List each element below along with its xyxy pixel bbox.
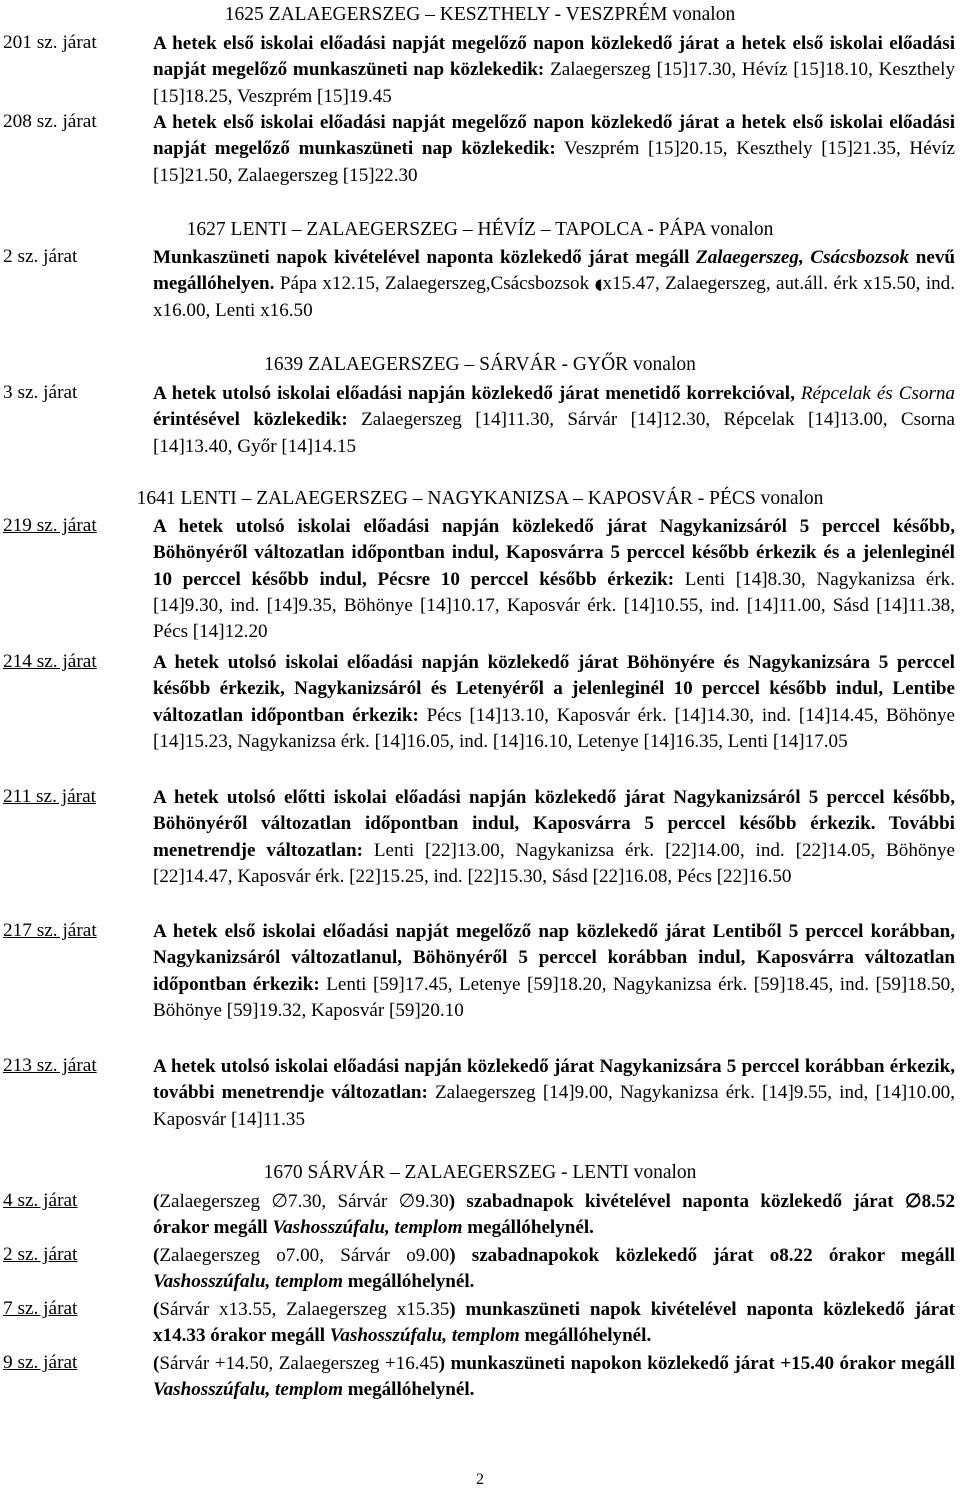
route-label-217: 217 sz. járat bbox=[3, 920, 97, 941]
route-text-219: A hetek utolsó iskolai előadási napján közlekedő járat Nagykanizsáról 5 perccel később, Böhönyéről változatlan időpontban indul, Kaposvárra 5 perccel később érkezik és a jelenleginél 10 perccel később indul, Pécsre 10 perccel később érkezik: Lenti [14]8.30, Nagykanizsa érk. [14]9.30, ind. [14]9.35, Böhönye [14]10.17, Kaposvár érk. [14]10.55, ind. [14]11.00, Sásd [14]11.38, Pécs [14]12.20 bbox=[153, 516, 955, 643]
route-text-201: A hetek első iskolai előadási napját megelőző napon közlekedő járat a hetek első iskolai előadási napját megelőző munkaszüneti nap közlekedik: Zalaegerszeg [15]17.30, Hévíz [15]18.10, Keszthely [15]18.25, Veszprém [15]19.45 bbox=[153, 33, 955, 107]
route-text-4: (Zalaegerszeg ∅7.30, Sárvár ∅9.30) szabadnapok kivételével naponta közlekedő járat ∅8.52 órakor megáll Vashosszúfalu, templom megállóhelynél. bbox=[153, 1191, 955, 1239]
section-heading-1641: 1641 LENTI – ZALAEGERSZEG – NAGYKANIZSA – KAPOSVÁR - PÉCS vonalon bbox=[136, 488, 824, 509]
page-number: 2 bbox=[476, 1471, 484, 1488]
route-text-7: (Sárvár x13.55, Zalaegerszeg x15.35) munkaszüneti napok kivételével naponta közlekedő járat x14.33 órakor megáll Vashosszúfalu, templom megállóhelynél. bbox=[153, 1299, 955, 1347]
section-heading-1639: 1639 ZALAEGERSZEG – SÁRVÁR - GYŐR vonalon bbox=[264, 354, 696, 375]
route-label-7: 7 sz. járat bbox=[3, 1298, 78, 1319]
route-text-213: A hetek utolsó iskolai előadási napján közlekedő járat Nagykanizsára 5 perccel korábban érkezik, további menetrendje változatlan: Zalaegerszeg [14]9.00, Nagykanizsa érk. [14]9.55, ind, [14]10.00, Kaposvár [14]11.35 bbox=[153, 1056, 955, 1130]
route-label-219: 219 sz. járat bbox=[3, 515, 97, 536]
route-text-214: A hetek utolsó iskolai előadási napján közlekedő járat Böhönyére és Nagykanizsára 5 perccel később érkezik, Nagykanizsáról és Letenyéről a jelenleginél 10 perccel később indul, Lentibe változatlan időpontban érkezik: Pécs [14]13.10, Kaposvár érk. [14]14.30, ind. [14]14.45, Böhönye [14]15.23, Nagykanizsa érk. [14]16.05, ind. [14]16.10, Letenye [14]16.35, Lenti [14]17.05 bbox=[153, 652, 955, 752]
route-text-3: A hetek utolsó iskolai előadási napján közlekedő járat menetidő korrekcióval, Répcelak és Csorna érintésével közlekedik: Zalaegerszeg [14]11.30, Sárvár [14]12.30, Répcelak [14]13.00, Csorna [14]13.40, Győr [14]14.15 bbox=[153, 383, 955, 457]
route-label-2-1670: 2 sz. járat bbox=[3, 1244, 78, 1265]
route-text-2-1670: (Zalaegerszeg o7.00, Sárvár o9.00) szabadnapokok közlekedő járat o8.22 órakor megáll Vashosszúfalu, templom megállóhelynél. bbox=[153, 1245, 956, 1293]
route-label-4: 4 sz. járat bbox=[3, 1190, 78, 1211]
route-label-213: 213 sz. járat bbox=[3, 1055, 97, 1076]
section-heading-1627: 1627 LENTI – ZALAEGERSZEG – HÉVÍZ – TAPOLCA - PÁPA vonalon bbox=[186, 219, 774, 240]
route-text-2-1627: Munkaszüneti napok kivételével naponta közlekedő járat megáll Zalaegerszeg, Csácsbozsok nevű megállóhelyen. Pápa x12.15, Zalaegerszeg,Csácsbozsok ◖x15.47, Zalaegerszeg, aut.áll. érk x15.50, ind. x16.00, Lenti x16.50 bbox=[153, 247, 955, 321]
section-heading-1625: 1625 ZALAEGERSZEG – KESZTHELY - VESZPRÉM vonalon bbox=[224, 4, 736, 25]
route-label-9: 9 sz. járat bbox=[3, 1352, 78, 1373]
half-circle-symbol: ◖ bbox=[594, 275, 603, 294]
route-label-2-1627: 2 sz. járat bbox=[3, 246, 78, 267]
route-text-211: A hetek utolsó előtti iskolai előadási napján közlekedő járat Nagykanizsáról 5 perccel később, Böhönyéről változatlan időpontban indul, Kaposvárra 5 perccel később érkezik. További menetrendje változatlan: Lenti [22]13.00, Nagykanizsa érk. [22]14.00, ind. [22]14.05, Böhönye [22]14.47, Kaposvár érk. [22]15.25, ind. [22]15.30, Sásd [22]16.08, Pécs [22]16.50 bbox=[153, 787, 956, 887]
section-heading-1670: 1670 SÁRVÁR – ZALAEGERSZEG - LENTI vonalon bbox=[263, 1162, 697, 1183]
route-label-211: 211 sz. járat bbox=[3, 786, 96, 807]
route-text-217: A hetek első iskolai előadási napját megelőző nap közlekedő járat Lentiből 5 perccel korábban, Nagykanizsáról változatlanul, Böhönyéről 5 perccel korábban indul, Kaposvárra változatlan időpontban érkezik: Lenti [59]17.45, Letenye [59]18.20, Nagykanizsa érk. [59]18.45, ind. [59]18.50, Böhönye [59]19.32, Kaposvár [59]20.10 bbox=[153, 921, 956, 1021]
route-label-3: 3 sz. járat bbox=[3, 382, 78, 403]
route-text-9: (Sárvár +14.50, Zalaegerszeg +16.45) munkaszüneti napokon közlekedő járat +15.40 órakor megáll Vashosszúfalu, templom megállóhelynél. bbox=[153, 1353, 955, 1401]
route-text-208: A hetek első iskolai előadási napját megelőző napon közlekedő járat a hetek első iskolai előadási napját megelőző munkaszüneti nap közlekedik: Veszprém [15]20.15, Keszthely [15]21.35, Hévíz [15]21.50, Zalaegerszeg [15]22.30 bbox=[153, 112, 955, 186]
route-label-208: 208 sz. járat bbox=[3, 111, 97, 132]
route-label-201: 201 sz. járat bbox=[3, 32, 97, 53]
route-label-214: 214 sz. járat bbox=[3, 651, 97, 672]
